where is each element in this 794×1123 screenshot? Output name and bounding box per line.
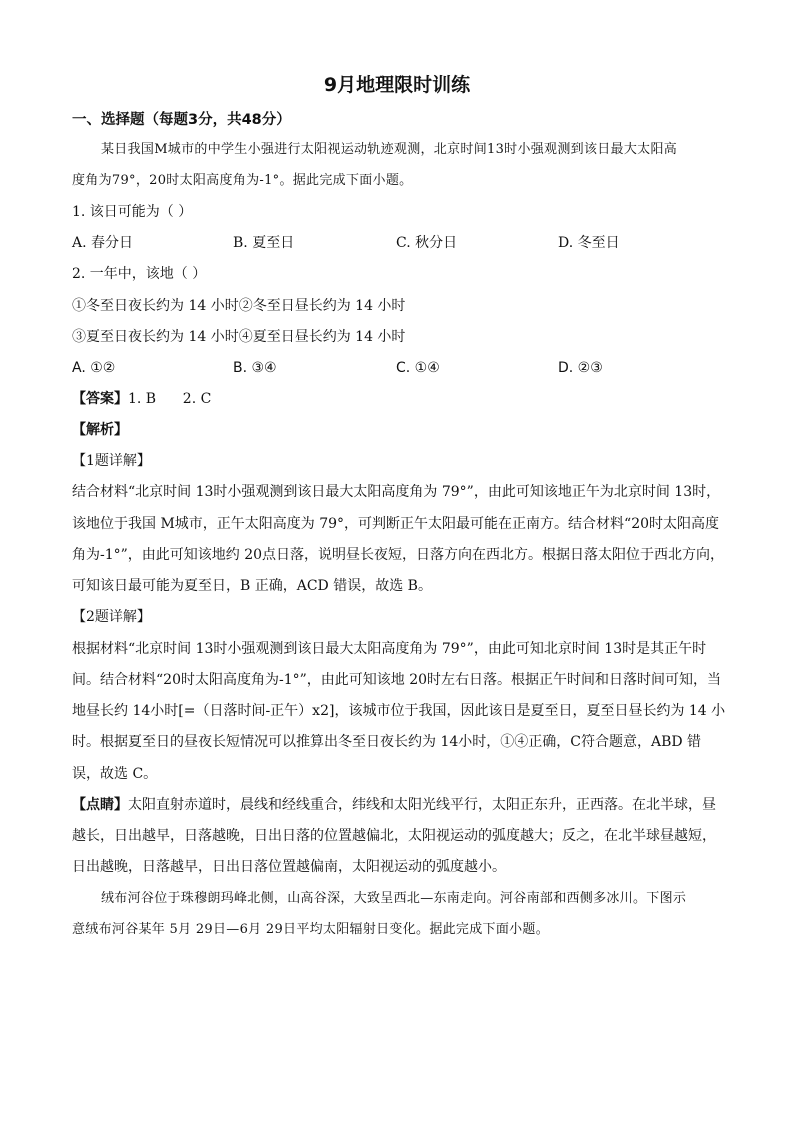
section-heading: 一、选择题（每题3分，共48分）: [72, 112, 291, 128]
q2-option-a: A. ①②: [72, 360, 116, 376]
question-2-stem: 2. 一年中，该地（ ）: [72, 266, 207, 282]
question-2-statement-line: ①冬至日夜长约为 14 小时②冬至日昼长约为 14 小时: [72, 298, 406, 314]
answer-line: [72, 390, 211, 408]
intro-paragraph-line: 某日我国M城市的中学生小强进行太阳视运动轨迹观测，北京时间13时小强观测到该日最大太阳高: [101, 142, 678, 157]
q1-option-d: D. 冬至日: [558, 235, 620, 251]
note-tag: 【点睛】: [72, 797, 128, 813]
detail-1-line: 角为-1°”，由此可知该地约 20点日落，说明昼长夜短，日落方向在西北方。根据日落太阳位于西北方向，: [72, 547, 725, 563]
q2-option-d: D. ②③: [558, 360, 603, 376]
note-line: [72, 796, 716, 814]
note-line: 日出越晚，日落越早，日出日落位置越偏南，太阳视运动的弧度越小。: [72, 859, 506, 875]
question-2-statement-line: ③夏至日夜长约为 14 小时④夏至日昼长约为 14 小时: [72, 329, 406, 345]
detail-1-line: 该地位于我国 M城市，正午太阳高度为 79°，可判断正午太阳最可能在正南方。结合材料“20时太阳高度: [72, 516, 720, 532]
intro-2-line: 意绒布河谷某年 5月 29日—6月 29日平均太阳辐射日变化。据此完成下面小题。: [72, 922, 550, 937]
intro-2-line: 绒布河谷位于珠穆朗玛峰北侧，山高谷深，大致呈西北—东南走向。河谷南部和西侧多冰川。下图示: [101, 891, 687, 906]
detail-2-line: 地昼长约 14小时[=（日落时间-正午）x2]，该城市位于我国，因此该日是夏至日，夏至日昼长约为 14 小: [72, 703, 726, 719]
intro-paragraph-line: 度角为79°，20时太阳高度角为-1°。据此完成下面小题。: [72, 173, 413, 188]
q1-option-c: C. 秋分日: [396, 235, 458, 251]
detail-1-line: 结合材料“北京时间 13时小强观测到该日最大太阳高度角为 79°”，由此可知该地正午为北京时间 13时，: [72, 484, 721, 500]
detail-1-line: 可知该日最可能为夏至日，B 正确，ACD 错误，故选 B。: [72, 578, 432, 594]
detail-2-line: 间。结合材料“20时太阳高度角为-1°”，由此可知该地 20时左右日落。根据正午时间和日落时间可知，当: [72, 672, 722, 688]
detail-2-line: 根据材料“北京时间 13时小强观测到该日最大太阳高度角为 79°”，由此可知北京时间 13时是其正午时: [72, 641, 707, 657]
q2-option-c: C. ①④: [396, 360, 440, 376]
detail-1-tag: 【1题详解】: [72, 453, 151, 469]
detail-2-tag: 【2题详解】: [72, 609, 151, 625]
answer-tag: 【答案】: [72, 391, 128, 407]
analysis-tag: 【解析】: [72, 422, 128, 438]
answer-text: 1. B 2. C: [128, 391, 212, 407]
q2-option-b: B. ③④: [233, 360, 277, 376]
note-line: 越长，日出越早，日落越晚，日出日落的位置越偏北，太阳视运动的弧度越大；反之，在北半球昼越短，: [72, 828, 716, 844]
detail-2-line: 误，故选 C。: [72, 766, 158, 782]
q1-option-b: B. 夏至日: [233, 235, 295, 251]
note-text: 太阳直射赤道时，晨线和经线重合，纬线和太阳光线平行，太阳正东升，正西落。在北半球，昼: [128, 797, 716, 813]
question-1-stem: 1. 该日可能为（ ）: [72, 204, 193, 220]
detail-2-line: 时。根据夏至日的昼夜长短情况可以推算出冬至日夜长约为 14小时，①④正确，C符合题意，ABD 错: [72, 734, 702, 750]
page-title: 9月地理限时训练: [323, 74, 471, 96]
q1-option-a: A. 春分日: [72, 235, 134, 251]
